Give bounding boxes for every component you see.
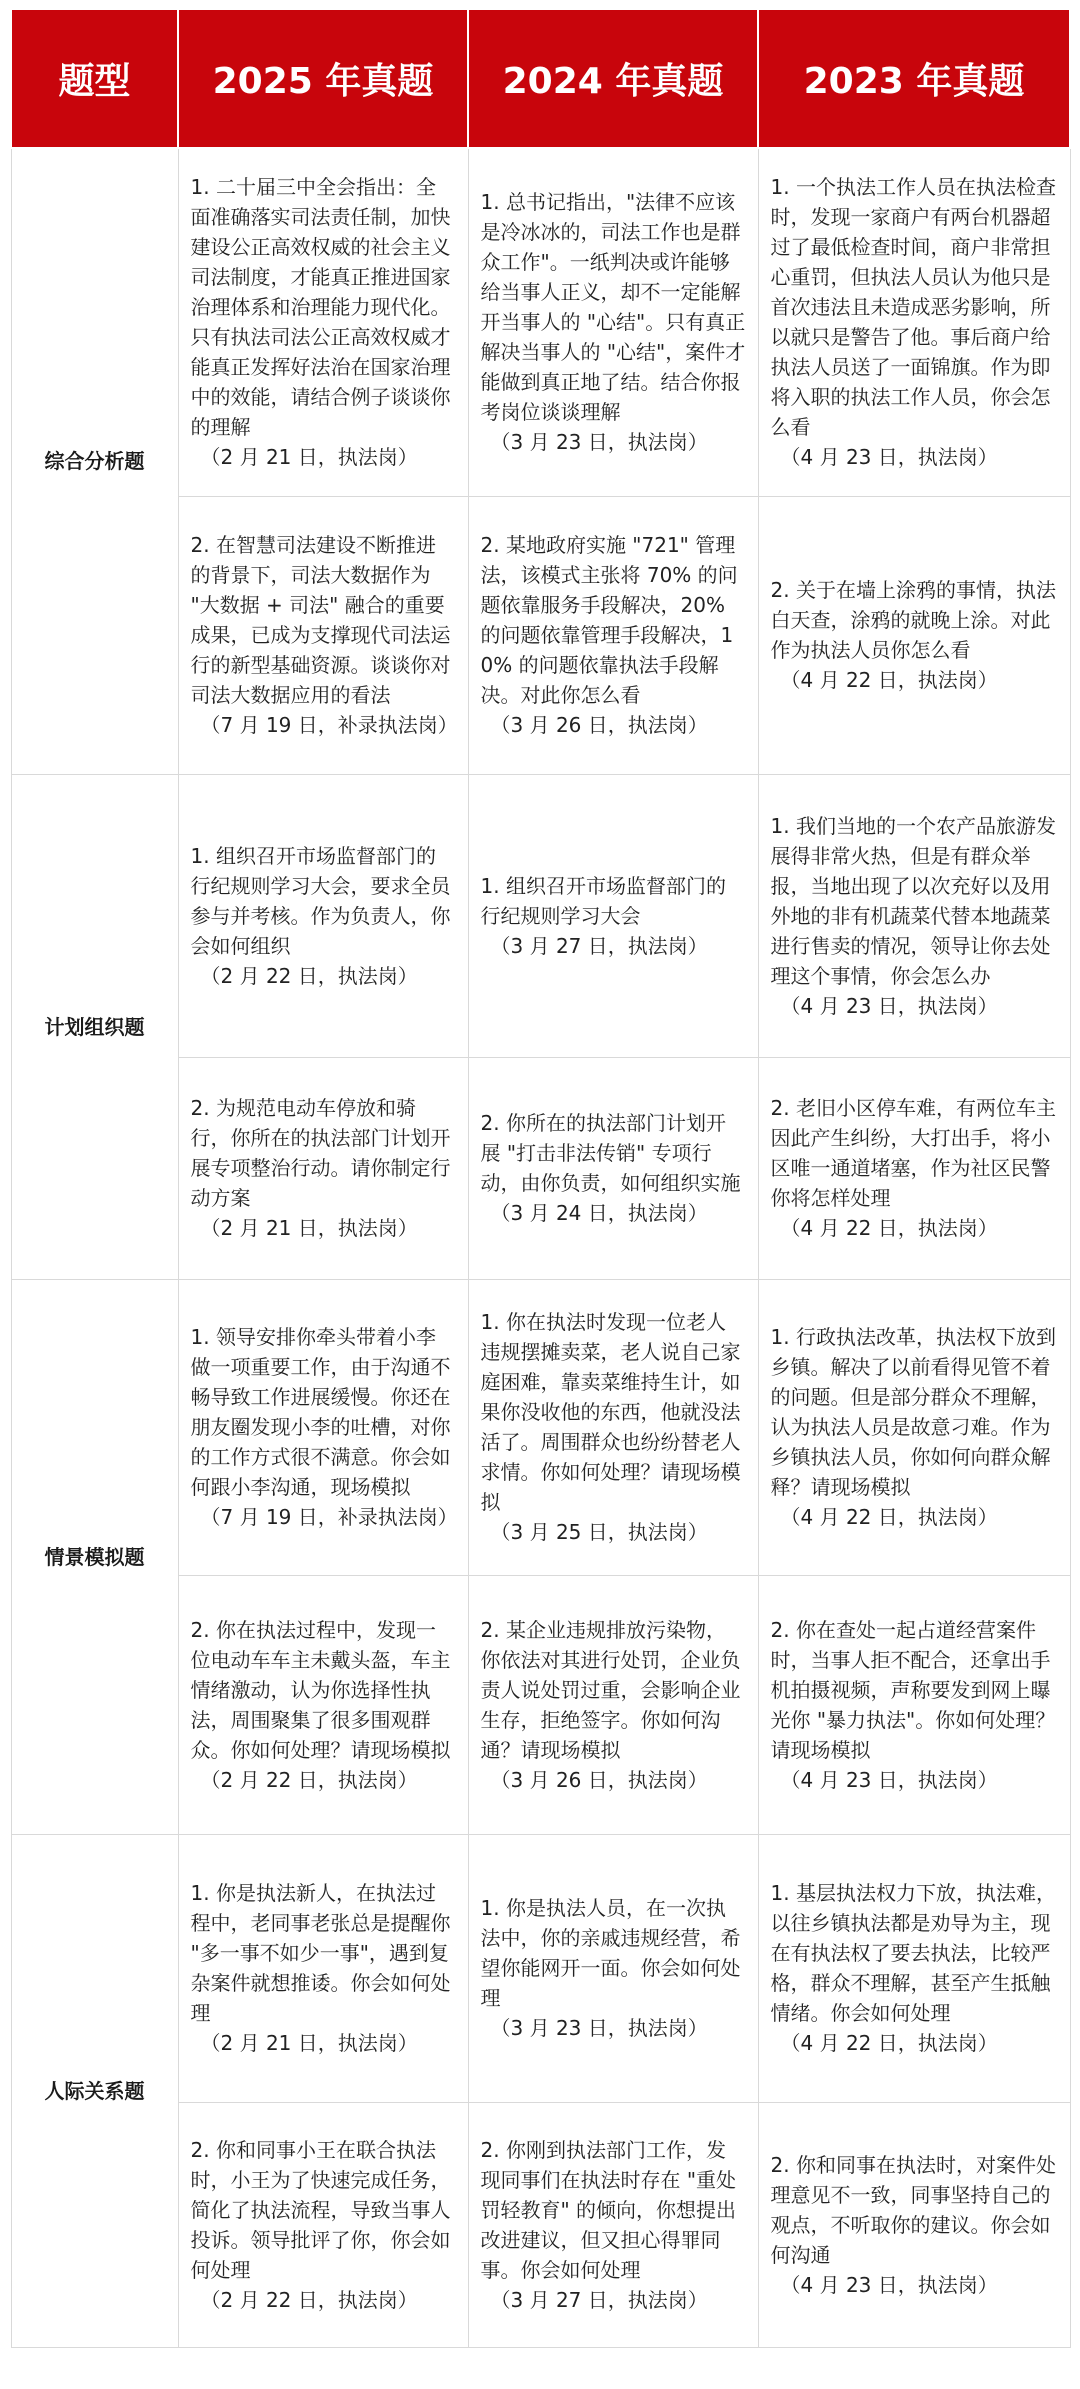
question-source: （4 月 22 日，执法岗）	[780, 2031, 998, 2055]
question-source: （3 月 24 日，执法岗）	[490, 1201, 708, 1225]
question-source: （2 月 22 日，执法岗）	[200, 963, 418, 988]
question-cell	[178, 1279, 468, 1575]
question-source: （3 月 27 日，执法岗）	[490, 2287, 708, 2312]
question-source: （2 月 22 日，执法岗）	[200, 1767, 418, 1792]
question-source: （2 月 22 日，执法岗）	[200, 2287, 418, 2312]
header-2023: 2023 年真题	[758, 9, 1070, 148]
header-row	[11, 9, 1070, 148]
question-source: （3 月 23 日，执法岗）	[490, 430, 708, 455]
question-text: 1. 一个执法工作人员在执法检查时，发现一家商户有两台机器超过了最低检查时间，商户非常担心重罚，但执法人员认为他只是首次违法且未造成恶劣影响，所以就只是警告了他。事后商户给执法人员送了一面锦旗。作为即将入职的执法工作人员，你会怎么看	[770, 175, 1056, 440]
question-text: 2. 你在查处一起占道经营案件时，当事人拒不配合，还拿出手机拍摄视频，声称要发到网上曝光你 "暴力执法"。你如何处理？请现场模拟	[770, 1617, 1056, 1762]
question-cell	[178, 774, 468, 1057]
question-cell	[178, 1834, 468, 2102]
question-cell	[758, 1057, 1070, 1279]
question-text: 2. 你所在的执法部门计划开展 "打击非法传销" 专项行动，由你负责，如何组织实施	[480, 1111, 741, 1195]
question-text: 2. 你和同事在执法时，对案件处理意见不一致，同事坚持自己的观点，不听取你的建议。你会如何沟通	[770, 2152, 1056, 2267]
question-cell	[468, 1575, 758, 1834]
question-text: 1. 行政执法改革，执法权下放到乡镇。解决了以前看得见管不着的问题。但是部分群众不理解，认为执法人员是故意刁难。作为乡镇执法人员，你如何向群众解释？请现场模拟	[770, 1325, 1056, 1499]
question-text: 1. 领导安排你牵头带着小李做一项重要工作，由于沟通不畅导致工作进展缓慢。你还在朋友圈发现小李的吐槽，对你的工作方式很不满意。你会如何跟小李沟通，现场模拟	[190, 1325, 451, 1499]
question-text: 2. 为规范电动车停放和骑行，你所在的执法部门计划开展专项整治行动。请你制定行动方案	[190, 1096, 451, 1210]
question-cell	[758, 1834, 1070, 2102]
question-cell	[758, 1575, 1070, 1834]
question-cell	[468, 496, 758, 774]
question-text: 1. 你是执法人员，在一次执法中，你的亲戚违规经营，希望你能网开一面。你会如何处理	[480, 1896, 741, 2010]
question-text: 1. 你在执法时发现一位老人违规摆摊卖菜，老人说自己家庭困难，靠卖菜维持生计，如果你没收他的东西，他就没法活了。周围群众也纷纷替老人求情。你如何处理？请现场模拟	[480, 1310, 741, 1514]
question-cell	[758, 2102, 1070, 2347]
table-row	[11, 1279, 1070, 1575]
question-cell	[178, 496, 468, 774]
question-source: （4 月 23 日，执法岗）	[780, 1767, 998, 1792]
question-text: 1. 组织召开市场监督部门的行纪规则学习大会，要求全员参与并考核。作为负责人，你会如何组织	[190, 843, 451, 958]
header-type: 题型	[11, 9, 178, 148]
question-text: 2. 某企业违规排放污染物，你依法对其进行处罚，企业负责人说处罚过重，会影响企业生存，拒绝签字。你如何沟通？请现场模拟	[480, 1617, 741, 1762]
category-cell: 情景模拟题	[11, 1279, 178, 1834]
header-2024: 2024 年真题	[468, 9, 758, 148]
question-text: 2. 你在执法过程中，发现一位电动车车主未戴头盔，车主情绪激动，认为你选择性执法，周围聚集了很多围观群众。你如何处理？请现场模拟	[190, 1617, 451, 1762]
question-cell	[468, 1057, 758, 1279]
question-cell	[758, 496, 1070, 774]
question-text: 2. 老旧小区停车难，有两位车主因此产生纠纷，大打出手，将小区唯一通道堵塞，作为社区民警你将怎样处理	[770, 1096, 1056, 1210]
table-header	[11, 9, 1070, 148]
question-source: （3 月 27 日，执法岗）	[490, 933, 708, 958]
question-cell	[758, 774, 1070, 1057]
question-source: （4 月 23 日，执法岗）	[780, 445, 998, 470]
question-source: （7 月 19 日，补录执法岗）	[200, 713, 458, 737]
header-2025: 2025 年真题	[178, 9, 468, 148]
question-text: 1. 我们当地的一个农产品旅游发展得非常火热，但是有群众举报，当地出现了以次充好以及用外地的非有机蔬菜代替本地蔬菜进行售卖的情况，领导让你去处理这个事情，你会怎么办	[770, 813, 1056, 988]
question-source: （4 月 22 日，执法岗）	[780, 668, 998, 692]
question-text: 2. 你和同事小王在联合执法时，小王为了快速完成任务，简化了执法流程，导致当事人投诉。领导批评了你，你会如何处理	[190, 2137, 451, 2282]
question-source: （7 月 19 日，补录执法岗）	[200, 1505, 458, 1529]
question-cell	[468, 774, 758, 1057]
question-cell	[468, 148, 758, 496]
question-text: 1. 总书记指出，"法律不应该是冷冰冰的，司法工作也是群众工作"。一纸判决或许能够给当事人正义，却不一定能解开当事人的 "心结"。只有真正解决当事人的 "心结"，案件才能做到真正地了结。结合你报考岗位谈谈理解	[480, 190, 746, 425]
question-cell	[758, 148, 1070, 496]
question-text: 1. 二十届三中全会指出：全面准确落实司法责任制，加快建设公正高效权威的社会主义司法制度，才能真正推进国家治理体系和治理能力现代化。只有执法司法公正高效权威才能真正发挥好法治在国家治理中的效能，请结合例子谈谈你的理解	[190, 175, 451, 440]
question-cell	[178, 2102, 468, 2347]
question-source: （2 月 21 日，执法岗）	[200, 1216, 418, 1240]
question-source: （4 月 22 日，执法岗）	[780, 1216, 998, 1240]
category-cell: 计划组织题	[11, 774, 178, 1279]
question-cell	[468, 1279, 758, 1575]
question-text: 1. 基层执法权力下放，执法难，以往乡镇执法都是劝导为主，现在有执法权了要去执法，比较严格，群众不理解，甚至产生抵触情绪。你会如何处理	[770, 1881, 1056, 2025]
question-text: 2. 某地政府实施 "721" 管理法，该模式主张将 70% 的问题依靠服务手段解决，20% 的问题依靠管理手段解决，10% 的问题依靠执法手段解决。对此你怎么看	[480, 533, 738, 707]
question-source: （2 月 21 日，执法岗）	[200, 2031, 418, 2055]
question-cell	[468, 2102, 758, 2347]
question-cell	[758, 1279, 1070, 1575]
question-source: （3 月 26 日，执法岗）	[490, 1767, 708, 1792]
exam-questions-table	[10, 8, 1071, 2348]
question-text: 2. 关于在墙上涂鸦的事情，执法白天查，涂鸦的就晚上涂。对此作为执法人员你怎么看	[770, 578, 1056, 662]
table-row	[11, 1834, 1070, 2102]
question-cell	[178, 1057, 468, 1279]
table-body	[11, 148, 1070, 2347]
table-row	[11, 148, 1070, 496]
table-row	[11, 774, 1070, 1057]
question-source: （4 月 23 日，执法岗）	[780, 2272, 998, 2297]
question-source: （4 月 23 日，执法岗）	[780, 993, 998, 1018]
question-cell	[178, 1575, 468, 1834]
question-source: （2 月 21 日，执法岗）	[200, 445, 418, 470]
question-source: （3 月 26 日，执法岗）	[490, 713, 708, 737]
category-cell: 综合分析题	[11, 148, 178, 774]
question-cell	[178, 148, 468, 496]
question-text: 2. 你刚到执法部门工作，发现同事们在执法时存在 "重处罚轻教育" 的倾向，你想提出改进建议，但又担心得罪同事。你会如何处理	[480, 2137, 737, 2282]
question-cell	[468, 1834, 758, 2102]
question-text: 1. 你是执法新人，在执法过程中，老同事老张总是提醒你 "多一事不如少一事"，遇到复杂案件就想推诿。你会如何处理	[190, 1881, 457, 2025]
category-cell: 人际关系题	[11, 1834, 178, 2347]
question-source: （4 月 22 日，执法岗）	[780, 1505, 998, 1529]
question-source: （3 月 25 日，执法岗）	[490, 1520, 708, 1544]
question-text: 1. 组织召开市场监督部门的行纪规则学习大会	[480, 873, 726, 928]
question-source: （3 月 23 日，执法岗）	[490, 2016, 708, 2040]
question-text: 2. 在智慧司法建设不断推进的背景下，司法大数据作为 "大数据 + 司法" 融合的重要成果，已成为支撑现代司法运行的新型基础资源。谈谈你对司法大数据应用的看法	[190, 533, 451, 707]
